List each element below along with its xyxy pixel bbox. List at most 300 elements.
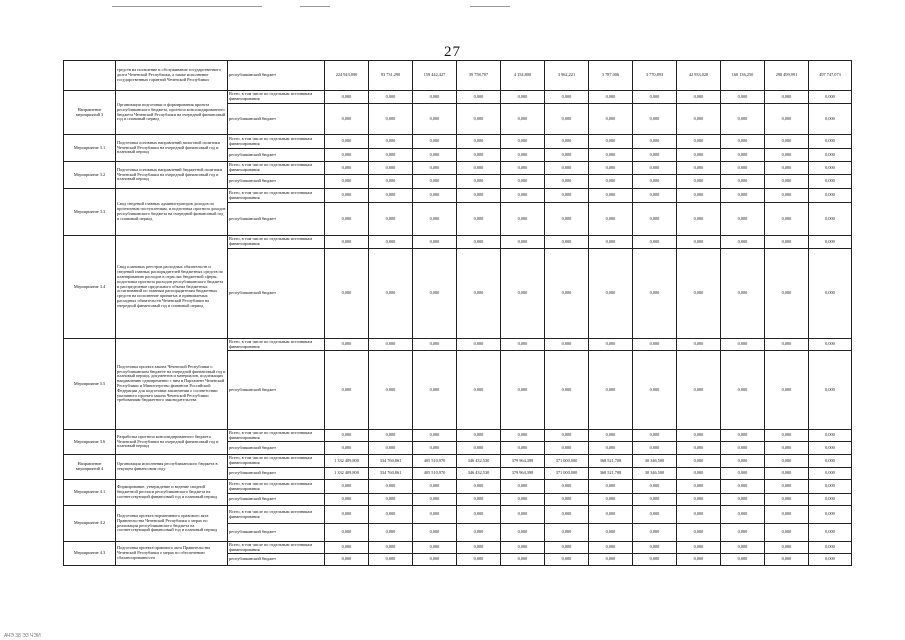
- amount-cell: 0,000: [589, 162, 633, 175]
- activity-code-cell: Направление мероприятий 4: [64, 455, 116, 480]
- amount-cell: 0,000: [809, 104, 852, 135]
- amount-cell: 0,000: [765, 542, 809, 554]
- amount-cell: 0,000: [677, 494, 721, 506]
- activity-code-cell: Мероприятие 4.3: [64, 542, 116, 566]
- amount-cell: 405 510,970: [413, 468, 457, 480]
- amount-cell: 0,000: [589, 442, 633, 455]
- amount-cell: 0,000: [369, 203, 413, 236]
- amount-cell: 0,000: [589, 494, 633, 506]
- amount-cell: 0,000: [457, 104, 501, 135]
- funding-source-cell: Всего, в том числе по отдельным источникам финансирования: [228, 189, 325, 203]
- amount-cell: 224 943,090: [325, 61, 369, 91]
- amount-cell: 0,000: [677, 104, 721, 135]
- amount-cell: 0,000: [501, 524, 545, 542]
- amount-cell: 0,000: [765, 480, 809, 494]
- funding-source-cell: Всего, в том числе по отдельным источникам финансирования: [228, 91, 325, 104]
- amount-cell: 0,000: [413, 554, 457, 566]
- amount-cell: 0,000: [325, 506, 369, 524]
- amount-cell: 0,000: [721, 91, 765, 104]
- funding-source-cell: Всего, в том числе по отдельным источникам финансирования: [228, 455, 325, 468]
- funding-source-cell: республиканский бюджет: [228, 61, 325, 91]
- amount-cell: 0,000: [765, 135, 809, 149]
- amount-cell: 93 731,290: [369, 61, 413, 91]
- amount-cell: 0,000: [809, 189, 852, 203]
- amount-cell: 0,000: [413, 542, 457, 554]
- amount-cell: 0,000: [501, 554, 545, 566]
- amount-cell: 0,000: [545, 506, 589, 524]
- amount-cell: 0,000: [413, 524, 457, 542]
- amount-cell: 0,000: [413, 480, 457, 494]
- activity-code-cell: Мероприятие 3.3: [64, 189, 116, 236]
- funding-source-cell: республиканский бюджет: [228, 249, 325, 339]
- activity-code-cell: Мероприятие 4.1: [64, 480, 116, 506]
- amount-cell: 0,000: [809, 442, 852, 455]
- page-number: 27: [444, 44, 461, 60]
- amount-cell: 0,000: [809, 149, 852, 162]
- activity-code-cell: Мероприятие 3.6: [64, 430, 116, 455]
- amount-cell: 0,000: [633, 542, 677, 554]
- amount-cell: 0,000: [677, 506, 721, 524]
- amount-cell: 0,000: [325, 430, 369, 442]
- funding-source-cell: республиканский бюджет: [228, 524, 325, 542]
- amount-cell: 0,000: [545, 175, 589, 189]
- amount-cell: 0,000: [633, 236, 677, 249]
- amount-cell: 0,000: [809, 236, 852, 249]
- amount-cell: 0,000: [721, 135, 765, 149]
- amount-cell: 0,000: [721, 236, 765, 249]
- amount-cell: 0,000: [545, 189, 589, 203]
- amount-cell: 0,000: [369, 442, 413, 455]
- amount-cell: 0,000: [677, 203, 721, 236]
- amount-cell: 3 770,893: [633, 61, 677, 91]
- amount-cell: 0,000: [721, 442, 765, 455]
- amount-cell: 0,000: [765, 442, 809, 455]
- activity-code-cell: Мероприятие 3.5: [64, 339, 116, 430]
- amount-cell: 159 442,427: [413, 61, 457, 91]
- amount-cell: 0,000: [325, 542, 369, 554]
- amount-cell: 346 432,530: [457, 468, 501, 480]
- amount-cell: 0,000: [721, 506, 765, 524]
- amount-cell: 0,000: [545, 339, 589, 351]
- amount-cell: 0,000: [765, 104, 809, 135]
- amount-cell: 0,000: [721, 351, 765, 430]
- amount-cell: 0,000: [413, 442, 457, 455]
- amount-cell: 0,000: [457, 189, 501, 203]
- amount-cell: 0,000: [765, 430, 809, 442]
- amount-cell: 0,000: [721, 249, 765, 339]
- table-row: [64, 430, 852, 442]
- amount-cell: 0,000: [545, 149, 589, 162]
- amount-cell: 0,000: [633, 430, 677, 442]
- amount-cell: 0,000: [809, 162, 852, 175]
- amount-cell: 0,000: [765, 339, 809, 351]
- amount-cell: 0,000: [325, 189, 369, 203]
- table-row: [64, 61, 852, 91]
- amount-cell: 0,000: [677, 524, 721, 542]
- funding-source-cell: республиканский бюджет: [228, 351, 325, 430]
- amount-cell: 0,000: [369, 104, 413, 135]
- amount-cell: 0,000: [809, 480, 852, 494]
- amount-cell: 0,000: [809, 524, 852, 542]
- amount-cell: 0,000: [369, 91, 413, 104]
- amount-cell: 0,000: [721, 542, 765, 554]
- amount-cell: 0,000: [325, 494, 369, 506]
- amount-cell: 0,000: [809, 468, 852, 480]
- activity-code-cell: Направление мероприятий 3: [64, 91, 116, 135]
- table-row: [64, 189, 852, 203]
- activity-description-cell: Подготовка проекта нормативного правового акта Правительства Чеченской Республики о мерах по реализации республиканского бюджета на соответствующий финансовый год и плановый период: [116, 506, 228, 542]
- funding-source-cell: Всего, в том числе по отдельным источникам финансирования: [228, 430, 325, 442]
- amount-cell: 0,000: [369, 506, 413, 524]
- amount-cell: 0,000: [677, 542, 721, 554]
- amount-cell: 0,000: [413, 135, 457, 149]
- amount-cell: 0,000: [457, 542, 501, 554]
- amount-cell: 0,000: [633, 339, 677, 351]
- funding-source-cell: республиканский бюджет: [228, 203, 325, 236]
- table-row: [64, 455, 852, 468]
- amount-cell: 0,000: [325, 442, 369, 455]
- amount-cell: 0,000: [457, 480, 501, 494]
- amount-cell: 0,000: [721, 455, 765, 468]
- amount-cell: 0,000: [369, 162, 413, 175]
- amount-cell: 0,000: [677, 480, 721, 494]
- amount-cell: 368 521,708: [589, 468, 633, 480]
- activity-description-cell: Формирование, утверждение и ведение сводной бюджетной росписи республиканского бюджета на соответствующий финансовый год и плановый период: [116, 480, 228, 506]
- amount-cell: 0,000: [809, 91, 852, 104]
- amount-cell: 0,000: [325, 104, 369, 135]
- funding-source-cell: Всего, в том числе по отдельным источникам финансирования: [228, 480, 325, 494]
- amount-cell: 0,000: [633, 249, 677, 339]
- amount-cell: 0,000: [369, 494, 413, 506]
- amount-cell: 0,000: [677, 249, 721, 339]
- amount-cell: 0,000: [501, 203, 545, 236]
- amount-cell: 0,000: [809, 494, 852, 506]
- funding-source-cell: республиканский бюджет: [228, 468, 325, 480]
- amount-cell: 0,000: [545, 135, 589, 149]
- amount-cell: 0,000: [325, 351, 369, 430]
- amount-cell: 0,000: [589, 135, 633, 149]
- amount-cell: 0,000: [413, 91, 457, 104]
- amount-cell: 0,000: [633, 104, 677, 135]
- amount-cell: 0,000: [765, 524, 809, 542]
- amount-cell: 0,000: [369, 339, 413, 351]
- amount-cell: 0,000: [765, 249, 809, 339]
- amount-cell: 0,000: [369, 524, 413, 542]
- amount-cell: 30 346,500: [633, 455, 677, 468]
- amount-cell: 0,000: [677, 91, 721, 104]
- amount-cell: 334 760,861: [369, 455, 413, 468]
- amount-cell: 0,000: [545, 430, 589, 442]
- amount-cell: 0,000: [369, 351, 413, 430]
- amount-cell: 0,000: [413, 203, 457, 236]
- funding-source-cell: республиканский бюджет: [228, 175, 325, 189]
- amount-cell: 0,000: [589, 542, 633, 554]
- amount-cell: 0,000: [721, 430, 765, 442]
- amount-cell: 0,000: [545, 249, 589, 339]
- amount-cell: 0,000: [721, 468, 765, 480]
- amount-cell: 0,000: [325, 162, 369, 175]
- amount-cell: 0,000: [677, 351, 721, 430]
- amount-cell: 290 499,991: [765, 61, 809, 91]
- amount-cell: 0,000: [457, 494, 501, 506]
- amount-cell: 0,000: [809, 175, 852, 189]
- amount-cell: 1 332 409,800: [325, 468, 369, 480]
- amount-cell: 0,000: [413, 494, 457, 506]
- amount-cell: 0,000: [589, 524, 633, 542]
- amount-cell: 0,000: [589, 236, 633, 249]
- amount-cell: 0,000: [765, 455, 809, 468]
- amount-cell: 0,000: [809, 135, 852, 149]
- amount-cell: 0,000: [589, 430, 633, 442]
- amount-cell: 0,000: [501, 351, 545, 430]
- activity-description-cell: Разработка прогноза консолидированного бюджета Чеченской Республики на очередной финансовый год и плановый период: [116, 430, 228, 455]
- amount-cell: 0,000: [677, 430, 721, 442]
- activity-code-cell: Мероприятие 3.4: [64, 236, 116, 339]
- activity-description-cell: средств на погашение и обслуживание государственного долга Чеченской Республики, а также исполнение государственных гарантий Чеченской Республики: [116, 61, 228, 91]
- amount-cell: 0,000: [457, 135, 501, 149]
- amount-cell: 160 136,250: [721, 61, 765, 91]
- amount-cell: 0,000: [369, 236, 413, 249]
- amount-cell: 0,000: [325, 480, 369, 494]
- amount-cell: 0,000: [589, 506, 633, 524]
- amount-cell: 0,000: [633, 162, 677, 175]
- amount-cell: 0,000: [457, 351, 501, 430]
- amount-cell: 0,000: [809, 203, 852, 236]
- amount-cell: 0,000: [589, 104, 633, 135]
- amount-cell: 0,000: [413, 351, 457, 430]
- amount-cell: 0,000: [721, 339, 765, 351]
- amount-cell: 0,000: [501, 506, 545, 524]
- amount-cell: 0,000: [633, 524, 677, 542]
- funding-source-cell: Всего, в том числе по отдельным источникам финансирования: [228, 506, 325, 524]
- amount-cell: 0,000: [501, 189, 545, 203]
- amount-cell: 0,000: [633, 506, 677, 524]
- amount-cell: 0,000: [677, 442, 721, 455]
- scan-artifact-line: [112, 6, 262, 7]
- scan-footer-mark: АЧЭ 38 ЭЗ ЧЭИ: [4, 633, 41, 639]
- amount-cell: 0,000: [589, 339, 633, 351]
- funding-source-cell: республиканский бюджет: [228, 494, 325, 506]
- amount-cell: 0,000: [677, 189, 721, 203]
- amount-cell: 0,000: [457, 554, 501, 566]
- funding-source-cell: республиканский бюджет: [228, 104, 325, 135]
- amount-cell: 0,000: [413, 149, 457, 162]
- amount-cell: 0,000: [325, 339, 369, 351]
- activity-code-cell: Мероприятие 3.2: [64, 162, 116, 189]
- table-row: [64, 542, 852, 554]
- amount-cell: 0,000: [633, 149, 677, 162]
- amount-cell: 0,000: [413, 162, 457, 175]
- amount-cell: 0,000: [457, 442, 501, 455]
- amount-cell: 0,000: [721, 554, 765, 566]
- amount-cell: 346 432,530: [457, 455, 501, 468]
- amount-cell: 0,000: [325, 203, 369, 236]
- amount-cell: 0,000: [765, 162, 809, 175]
- amount-cell: 0,000: [809, 554, 852, 566]
- amount-cell: 0,000: [501, 162, 545, 175]
- budget-table: [63, 60, 852, 566]
- amount-cell: 0,000: [413, 189, 457, 203]
- amount-cell: 0,000: [501, 339, 545, 351]
- amount-cell: 0,000: [765, 351, 809, 430]
- amount-cell: 0,000: [325, 524, 369, 542]
- amount-cell: 0,000: [765, 91, 809, 104]
- amount-cell: 334 760,861: [369, 468, 413, 480]
- amount-cell: 0,000: [501, 430, 545, 442]
- amount-cell: 0,000: [545, 524, 589, 542]
- amount-cell: 0,000: [589, 91, 633, 104]
- amount-cell: 0,000: [413, 430, 457, 442]
- amount-cell: 0,000: [501, 175, 545, 189]
- amount-cell: 0,000: [633, 494, 677, 506]
- amount-cell: 0,000: [501, 442, 545, 455]
- funding-source-cell: Всего, в том числе по отдельным источникам финансирования: [228, 236, 325, 249]
- amount-cell: 0,000: [633, 91, 677, 104]
- amount-cell: 0,000: [545, 554, 589, 566]
- table-row: [64, 339, 852, 351]
- amount-cell: 0,000: [413, 339, 457, 351]
- amount-cell: 0,000: [457, 175, 501, 189]
- amount-cell: 0,000: [677, 149, 721, 162]
- amount-cell: 0,000: [369, 135, 413, 149]
- amount-cell: 0,000: [413, 236, 457, 249]
- table-body: [64, 61, 852, 566]
- amount-cell: 0,000: [501, 236, 545, 249]
- amount-cell: 0,000: [721, 203, 765, 236]
- amount-cell: 371 000,000: [545, 468, 589, 480]
- amount-cell: 0,000: [369, 554, 413, 566]
- amount-cell: 0,000: [677, 339, 721, 351]
- amount-cell: 0,000: [765, 203, 809, 236]
- amount-cell: 0,000: [633, 175, 677, 189]
- amount-cell: 0,000: [545, 494, 589, 506]
- amount-cell: 0,000: [809, 339, 852, 351]
- amount-cell: 0,000: [765, 468, 809, 480]
- activity-description-cell: Подготовка основных направлений налоговой политики Чеченской Республики на очередной финансовый год и плановый период: [116, 135, 228, 162]
- amount-cell: 0,000: [809, 455, 852, 468]
- amount-cell: 1 332 409,800: [325, 455, 369, 468]
- amount-cell: 0,000: [413, 249, 457, 339]
- activity-code-cell: Мероприятие 4.2: [64, 506, 116, 542]
- amount-cell: 0,000: [369, 480, 413, 494]
- amount-cell: 0,000: [457, 506, 501, 524]
- amount-cell: 0,000: [589, 480, 633, 494]
- amount-cell: 0,000: [501, 149, 545, 162]
- amount-cell: 0,000: [545, 91, 589, 104]
- amount-cell: 0,000: [589, 249, 633, 339]
- amount-cell: 0,000: [325, 249, 369, 339]
- amount-cell: 0,000: [501, 480, 545, 494]
- activity-code-cell: [64, 61, 116, 91]
- amount-cell: 4 154,800: [501, 61, 545, 91]
- amount-cell: 30 346,500: [633, 468, 677, 480]
- amount-cell: 0,000: [545, 162, 589, 175]
- amount-cell: 0,000: [765, 236, 809, 249]
- amount-cell: 0,000: [325, 175, 369, 189]
- amount-cell: 0,000: [325, 149, 369, 162]
- amount-cell: 0,000: [633, 135, 677, 149]
- funding-source-cell: республиканский бюджет: [228, 442, 325, 455]
- amount-cell: 0,000: [809, 430, 852, 442]
- amount-cell: 0,000: [765, 494, 809, 506]
- amount-cell: 0,000: [457, 149, 501, 162]
- amount-cell: 0,000: [501, 104, 545, 135]
- amount-cell: 0,000: [809, 249, 852, 339]
- amount-cell: 0,000: [457, 430, 501, 442]
- amount-cell: 0,000: [413, 175, 457, 189]
- amount-cell: 0,000: [589, 351, 633, 430]
- amount-cell: 0,000: [325, 135, 369, 149]
- amount-cell: 0,000: [677, 455, 721, 468]
- amount-cell: 0,000: [765, 506, 809, 524]
- amount-cell: 0,000: [413, 506, 457, 524]
- scan-artifact-line: [470, 6, 510, 7]
- amount-cell: 0,000: [765, 149, 809, 162]
- table-row: [64, 91, 852, 104]
- amount-cell: 0,000: [765, 554, 809, 566]
- table-row: [64, 480, 852, 494]
- funding-source-cell: Всего, в том числе по отдельным источникам финансирования: [228, 339, 325, 351]
- amount-cell: 0,000: [545, 480, 589, 494]
- amount-cell: 0,000: [325, 91, 369, 104]
- amount-cell: 371 000,000: [545, 455, 589, 468]
- activity-code-cell: Мероприятие 3.1: [64, 135, 116, 162]
- amount-cell: 0,000: [677, 236, 721, 249]
- funding-source-cell: республиканский бюджет: [228, 149, 325, 162]
- amount-cell: 0,000: [501, 249, 545, 339]
- activity-description-cell: Организация исполнения республиканского бюджета в текущем финансовом году: [116, 455, 228, 480]
- amount-cell: 0,000: [721, 480, 765, 494]
- amount-cell: 0,000: [633, 203, 677, 236]
- amount-cell: 39 758,707: [457, 61, 501, 91]
- amount-cell: 0,000: [589, 175, 633, 189]
- amount-cell: 0,000: [369, 149, 413, 162]
- amount-cell: 0,000: [633, 442, 677, 455]
- amount-cell: 0,000: [677, 175, 721, 189]
- amount-cell: 0,000: [721, 149, 765, 162]
- amount-cell: 0,000: [677, 468, 721, 480]
- amount-cell: 0,000: [633, 480, 677, 494]
- amount-cell: 0,000: [369, 430, 413, 442]
- amount-cell: 368 521,708: [589, 455, 633, 468]
- amount-cell: 0,000: [677, 554, 721, 566]
- amount-cell: 0,000: [369, 189, 413, 203]
- table-row: [64, 135, 852, 149]
- activity-description-cell: Подготовка проекта правового акта Правительства Чеченской Республики о мерах по обеспечению сбалансированности: [116, 542, 228, 566]
- amount-cell: 0,000: [457, 203, 501, 236]
- funding-source-cell: Всего, в том числе по отдельным источникам финансирования: [228, 162, 325, 175]
- amount-cell: 0,000: [721, 524, 765, 542]
- funding-source-cell: республиканский бюджет: [228, 554, 325, 566]
- funding-source-cell: Всего, в том числе по отдельным источникам финансирования: [228, 542, 325, 554]
- amount-cell: 497 747,073: [809, 61, 852, 91]
- amount-cell: 0,000: [501, 91, 545, 104]
- amount-cell: 0,000: [589, 189, 633, 203]
- amount-cell: 0,000: [809, 506, 852, 524]
- scan-artifact-line: [300, 6, 330, 7]
- amount-cell: 0,000: [545, 542, 589, 554]
- amount-cell: 0,000: [809, 542, 852, 554]
- amount-cell: 0,000: [721, 189, 765, 203]
- activity-description-cell: Свод сведений главных администраторов доходов по прогнозным поступлениям, и подготовка прогноза доходов республиканского бюджета на очередной финансовый год и плановый период: [116, 189, 228, 236]
- funding-source-cell: Всего, в том числе по отдельным источникам финансирования: [228, 135, 325, 149]
- amount-cell: 0,000: [545, 203, 589, 236]
- amount-cell: 0,000: [721, 175, 765, 189]
- amount-cell: 0,000: [369, 249, 413, 339]
- amount-cell: 0,000: [369, 542, 413, 554]
- amount-cell: 0,000: [457, 91, 501, 104]
- amount-cell: 0,000: [457, 524, 501, 542]
